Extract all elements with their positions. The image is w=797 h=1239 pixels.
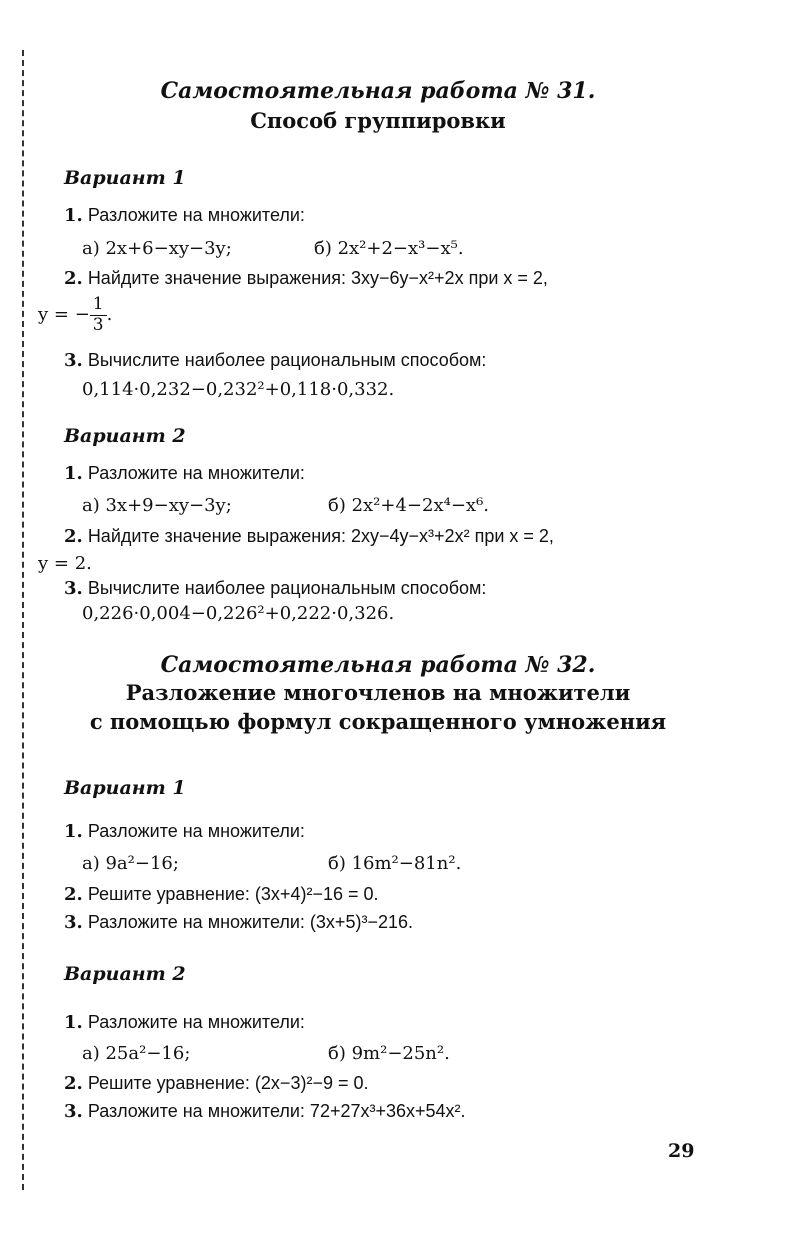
task-number: 2. (64, 526, 83, 547)
task-number: 2. (64, 1073, 83, 1094)
fraction-numerator: 1 (90, 295, 107, 316)
work32-v2-heading: Вариант 2 (64, 963, 186, 985)
work31-v1-task2 (64, 268, 719, 289)
work31-v2-task1-a: а) 3x+9−xy−3y; (82, 495, 232, 516)
task-number: 2. (64, 268, 83, 289)
task-label: Вычислите наиболее рациональным способом: (87, 350, 487, 370)
work31-v2-task2 (64, 526, 554, 547)
work31-v1-task2-y (38, 295, 112, 335)
task-number: 3. (64, 1101, 83, 1122)
work32-v1-heading: Вариант 1 (64, 777, 186, 799)
task-label: Разложите на множители: (87, 821, 305, 841)
task-number: 3. (64, 912, 83, 933)
task-number: 3. (64, 350, 83, 371)
task-label: Разложите на множители: (87, 463, 305, 483)
work32-v1-task1-a: а) 9a²−16; (82, 853, 179, 874)
work31-v1-heading: Вариант 1 (64, 167, 186, 189)
work31-v1-task1 (64, 205, 305, 226)
task-label: Разложите на множители: (87, 1012, 305, 1032)
task-text: Найдите значение выражения: 3xy−6y−x²+2x при x = 2, (87, 268, 548, 288)
fraction-end: . (106, 304, 113, 326)
task-label: Вычислите наиболее рациональным способом: (87, 578, 487, 598)
work31-v1-task1-a: а) 2x+6−xy−3y; (82, 238, 232, 259)
work32-v2-task1 (64, 1012, 305, 1033)
work31-v1-task3-expr: 0,114·0,232−0,232²+0,118·0,332. (82, 379, 395, 400)
work32-v1-task2 (64, 884, 379, 905)
work31-v2-task3 (64, 578, 486, 599)
work32-v2-task1-a: а) 25a²−16; (82, 1043, 191, 1064)
work32-subtitle-1: Разложение многочленов на множители (125, 680, 631, 705)
task-text: Решите уравнение: (3x+4)²−16 = 0. (87, 884, 379, 904)
task-number: 2. (64, 884, 83, 905)
work32-v1-task1 (64, 821, 305, 842)
task-text: Разложите на множители: (3x+5)³−216. (87, 912, 413, 932)
work31-v2-task2-y: y = 2. (38, 553, 92, 574)
work31-v2-heading: Вариант 2 (64, 425, 186, 447)
work32-v2-task3 (64, 1101, 466, 1122)
work31-v2-task1-b: б) 2x²+4−2x⁴−x⁶. (328, 495, 490, 516)
task-text: Решите уравнение: (2x−3)²−9 = 0. (87, 1073, 369, 1093)
task-text: Разложите на множители: 72+27x³+36x+54x². (87, 1101, 466, 1121)
work31-v1-task3 (64, 350, 486, 371)
y-value-prefix: y = − (38, 304, 90, 326)
task-number: 3. (64, 578, 83, 599)
work31-subtitle: Способ группировки (250, 108, 506, 133)
task-number: 1. (64, 1012, 83, 1033)
work31-v1-task1-b: б) 2x²+2−x³−x⁵. (314, 238, 464, 259)
work31-v2-task1 (64, 463, 305, 484)
page-number: 29 (668, 1140, 695, 1162)
task-number: 1. (64, 821, 83, 842)
work32-subtitle-2: с помощью формул сокращенного умножения (89, 709, 667, 734)
fraction (90, 295, 107, 335)
cut-line (22, 50, 24, 1190)
work31-title: Самостоятельная работа № 31. (160, 78, 596, 104)
work32-v1-task3 (64, 912, 413, 933)
work32-v2-task1-b: б) 9m²−25n². (328, 1043, 450, 1064)
task-text: Найдите значение выражения: 2xy−4y−x³+2x² при x = 2, (87, 526, 554, 546)
task-number: 1. (64, 463, 83, 484)
fraction-denominator: 3 (92, 314, 104, 335)
work32-v2-task2 (64, 1073, 369, 1094)
task-label: Разложите на множители: (87, 205, 305, 225)
work31-v2-task3-expr: 0,226·0,004−0,226²+0,222·0,326. (82, 603, 395, 624)
work32-v1-task1-b: б) 16m²−81n². (328, 853, 462, 874)
work32-title: Самостоятельная работа № 32. (160, 652, 596, 678)
task-number: 1. (64, 205, 83, 226)
